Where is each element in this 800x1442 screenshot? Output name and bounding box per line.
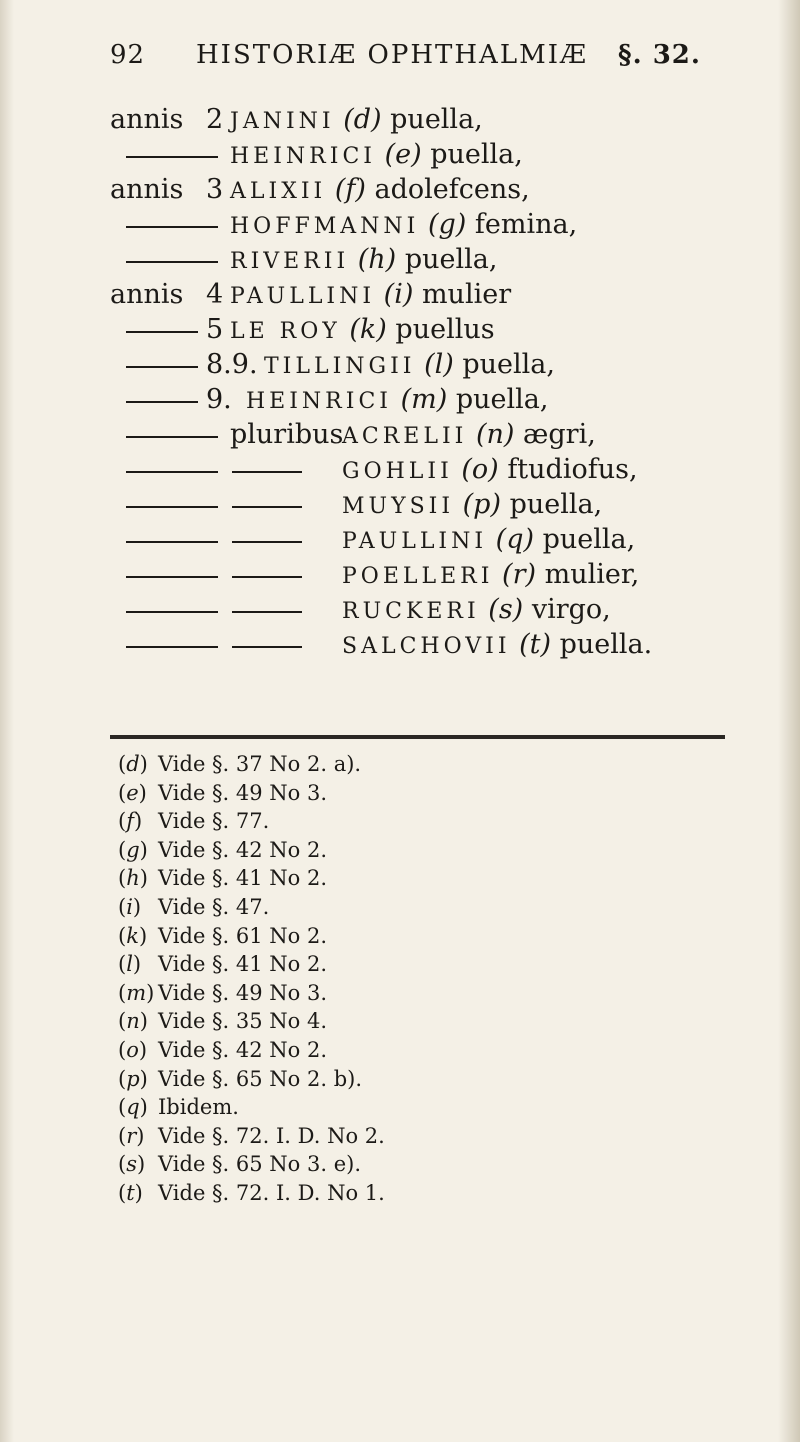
entry-text — [342, 419, 596, 450]
footnote — [118, 781, 718, 810]
footnote-letter: f — [126, 809, 134, 834]
patient-description: ftudiofus, — [507, 454, 638, 485]
footnote-key: (r) — [118, 1123, 145, 1148]
footnote — [118, 809, 718, 838]
case-entry — [110, 524, 790, 559]
footnote — [118, 952, 718, 981]
entry-text — [230, 209, 577, 240]
footnote-letter: g — [126, 837, 140, 862]
entry-text — [230, 139, 523, 170]
author-name: ALIXII — [230, 179, 327, 204]
patient-description: puellus — [395, 314, 495, 345]
footnote-key: (t) — [118, 1180, 143, 1205]
footnote — [118, 1038, 718, 1067]
footnote-key: (q) — [118, 1095, 148, 1120]
patient-description: adolefcens, — [374, 174, 530, 205]
footnote-ref: (t) — [519, 629, 552, 660]
footnote — [118, 1152, 718, 1181]
footnote-letter: t — [126, 1180, 135, 1205]
footnote — [118, 924, 718, 953]
age-prefix: annis — [110, 104, 184, 135]
ditto-dash — [126, 401, 198, 403]
footnote — [118, 1067, 718, 1096]
footnote-text: Vide §. 72. I. D. No 1. — [158, 1180, 385, 1205]
author-name: HEINRICI — [230, 144, 376, 169]
patient-description: puella, — [390, 104, 483, 135]
footnote-ref: (s) — [488, 594, 524, 625]
footnote-key: (m) — [118, 980, 155, 1005]
footnote-key: (p) — [118, 1066, 148, 1091]
footnote-key: (g) — [118, 837, 148, 862]
author-name: SALCHOVII — [342, 634, 511, 659]
ditto-dash — [126, 226, 218, 228]
footnote-text: Vide §. 77. — [158, 809, 270, 834]
footnote-text: Vide §. 47. — [158, 894, 270, 919]
footnote-key: (i) — [118, 894, 142, 919]
case-entry — [110, 419, 790, 454]
page-number: 92 — [110, 40, 146, 70]
ditto-dash — [126, 506, 218, 508]
ditto-dash — [126, 541, 218, 543]
footnote-text: Ibidem. — [158, 1095, 239, 1120]
age-value: 4 — [206, 279, 224, 310]
ditto-dash — [232, 541, 302, 543]
footnote-rule — [110, 735, 725, 739]
footnote-letter: p — [126, 1066, 140, 1091]
age-value: 3 — [206, 174, 224, 205]
entry-text — [342, 559, 639, 590]
ditto-dash — [232, 611, 302, 613]
footnote-ref: (q) — [495, 524, 535, 555]
entry-text — [230, 279, 511, 310]
footnote-text: Vide §. 42 No 2. — [158, 1037, 328, 1062]
footnote-ref: (n) — [475, 419, 515, 450]
ditto-dash — [232, 506, 302, 508]
entry-text — [264, 349, 555, 380]
ditto-dash — [232, 471, 302, 473]
footnote-ref: (e) — [384, 139, 422, 170]
author-name: MUYSII — [342, 494, 455, 519]
footnote-ref: (o) — [461, 454, 499, 485]
entry-text — [342, 524, 635, 555]
age-value: 8.9. — [206, 349, 258, 380]
footnote-text: Vide §. 41 No 2. — [158, 866, 328, 891]
author-name: HOFFMANNI — [230, 214, 420, 239]
patient-description: mulier — [421, 279, 512, 310]
case-entry — [110, 384, 790, 419]
entry-text — [342, 594, 611, 625]
ditto-dash — [126, 156, 218, 158]
case-entry — [110, 454, 790, 489]
footnote-ref: (m) — [400, 384, 448, 415]
footnote — [118, 1124, 718, 1153]
author-name: TILLINGII — [264, 354, 416, 379]
footnote-letter: k — [126, 923, 139, 948]
age-value: 9. — [206, 384, 232, 415]
footnote-key: (f) — [118, 809, 143, 834]
ditto-dash — [126, 366, 198, 368]
footnote-text: Vide §. 41 No 2. — [158, 952, 328, 977]
case-entry — [110, 349, 790, 384]
footnote-ref: (l) — [424, 349, 454, 380]
footnote — [118, 1095, 718, 1124]
footnote-letter: e — [126, 780, 139, 805]
ditto-dash — [126, 261, 218, 263]
footnote-key: (e) — [118, 780, 147, 805]
entry-text — [342, 629, 652, 660]
ditto-dash — [232, 646, 302, 648]
footnote-key: (h) — [118, 866, 148, 891]
case-entry — [110, 104, 790, 139]
age-value: pluribus — [230, 419, 344, 450]
author-name: RIVERII — [230, 249, 350, 274]
author-name: ACRELII — [342, 424, 468, 449]
patient-description: puella, — [404, 244, 498, 275]
footnote-ref: (r) — [502, 559, 537, 590]
case-entry — [110, 629, 790, 664]
entry-text — [230, 314, 495, 345]
ditto-dash — [126, 576, 218, 578]
footnote-ref: (k) — [349, 314, 387, 345]
footnote-text: Vide §. 61 No 2. — [158, 923, 328, 948]
footnote-letter: l — [126, 952, 133, 977]
footnote-ref: (i) — [383, 279, 414, 310]
author-name: POELLERI — [342, 564, 494, 589]
page-gutter-shadow — [0, 0, 14, 1442]
patient-description: femina, — [474, 209, 578, 240]
footnote-text: Vide §. 49 No 3. — [158, 780, 328, 805]
footnote-ref: (h) — [357, 244, 397, 275]
footnote — [118, 895, 718, 924]
footnote-key: (o) — [118, 1037, 148, 1062]
case-entry — [110, 139, 790, 174]
age-prefix: annis — [110, 174, 184, 205]
case-entry — [110, 314, 790, 349]
footnote-letter: i — [126, 894, 133, 919]
footnote-key: (l) — [118, 952, 142, 977]
author-name: HEINRICI — [246, 389, 392, 414]
patient-description: mulier, — [544, 559, 640, 590]
footnote-letter: m — [126, 980, 147, 1005]
footnote-key: (d) — [118, 752, 148, 776]
entry-text — [230, 174, 530, 205]
patient-description: ægri, — [523, 419, 596, 450]
footnote — [118, 838, 718, 867]
case-entry — [110, 209, 790, 244]
footnote-key: (n) — [118, 1009, 148, 1034]
case-entry — [110, 174, 790, 209]
patient-description: puella, — [509, 489, 603, 520]
footnote-letter: o — [126, 1037, 139, 1062]
ditto-dash — [126, 331, 198, 333]
case-entry — [110, 559, 790, 594]
footnote-letter: q — [126, 1095, 140, 1120]
patient-description: puella, — [430, 139, 523, 170]
footnote-text: Vide §. 49 No 3. — [158, 980, 328, 1005]
patient-description: virgo, — [531, 594, 611, 625]
entry-text — [230, 104, 483, 135]
footnote-letter: h — [126, 866, 140, 891]
footnote-text: Vide §. 72. I. D. No 2. — [158, 1123, 385, 1148]
footnote-text: Vide §. 35 No 4. — [158, 1009, 328, 1034]
ditto-dash — [126, 611, 218, 613]
running-header — [110, 40, 710, 80]
author-name: PAULLINI — [342, 529, 488, 554]
footnote-letter: d — [126, 752, 140, 776]
case-entry — [110, 489, 790, 524]
patient-description: puella, — [542, 524, 636, 555]
footnote-text: Vide §. 65 No 3. e). — [158, 1152, 362, 1177]
author-name: LE ROY — [230, 319, 341, 344]
case-entry — [110, 279, 790, 314]
age-value: 2 — [206, 104, 224, 135]
footnote — [118, 1181, 718, 1210]
ditto-dash — [126, 471, 218, 473]
footnote-text: Vide §. 65 No 2. b). — [158, 1066, 363, 1091]
entry-text — [342, 489, 602, 520]
section-mark: §. 32. — [618, 40, 701, 70]
entry-text — [246, 384, 548, 415]
author-name: JANINI — [230, 109, 335, 134]
patient-description: puella, — [462, 349, 555, 380]
entry-text — [230, 244, 497, 275]
case-list — [110, 104, 790, 664]
case-entry — [110, 244, 790, 279]
case-entry — [110, 594, 790, 629]
ditto-dash — [232, 576, 302, 578]
footnote-letter: n — [126, 1009, 140, 1034]
age-value: 5 — [206, 314, 224, 345]
footnote-ref: (d) — [343, 104, 382, 135]
footnote-key: (k) — [118, 923, 148, 948]
footnote-ref: (g) — [427, 209, 467, 240]
author-name: GOHLII — [342, 459, 453, 484]
footnote — [118, 981, 718, 1010]
author-name: PAULLINI — [230, 284, 376, 309]
footnote-ref: (p) — [462, 489, 501, 520]
footnote — [118, 752, 718, 781]
footnote-letter: s — [126, 1152, 137, 1177]
footnotes — [118, 752, 718, 1210]
footnote-key: (s) — [118, 1152, 146, 1177]
age-prefix: annis — [110, 279, 184, 310]
entry-text — [342, 454, 638, 485]
footnote-text: Vide §. 42 No 2. — [158, 837, 328, 862]
ditto-dash — [126, 646, 218, 648]
ditto-dash — [126, 436, 218, 438]
patient-description: puella. — [559, 629, 653, 660]
footnote-text: Vide §. 37 No 2. a). — [158, 752, 362, 776]
footnote-letter: r — [126, 1123, 137, 1148]
patient-description: puella, — [455, 384, 549, 415]
footnote — [118, 1009, 718, 1038]
footnote-ref: (f) — [334, 174, 366, 205]
footnote — [118, 866, 718, 895]
running-title: HISTORIÆ OPHTHALMIÆ — [196, 40, 589, 70]
author-name: RUCKERI — [342, 599, 480, 624]
